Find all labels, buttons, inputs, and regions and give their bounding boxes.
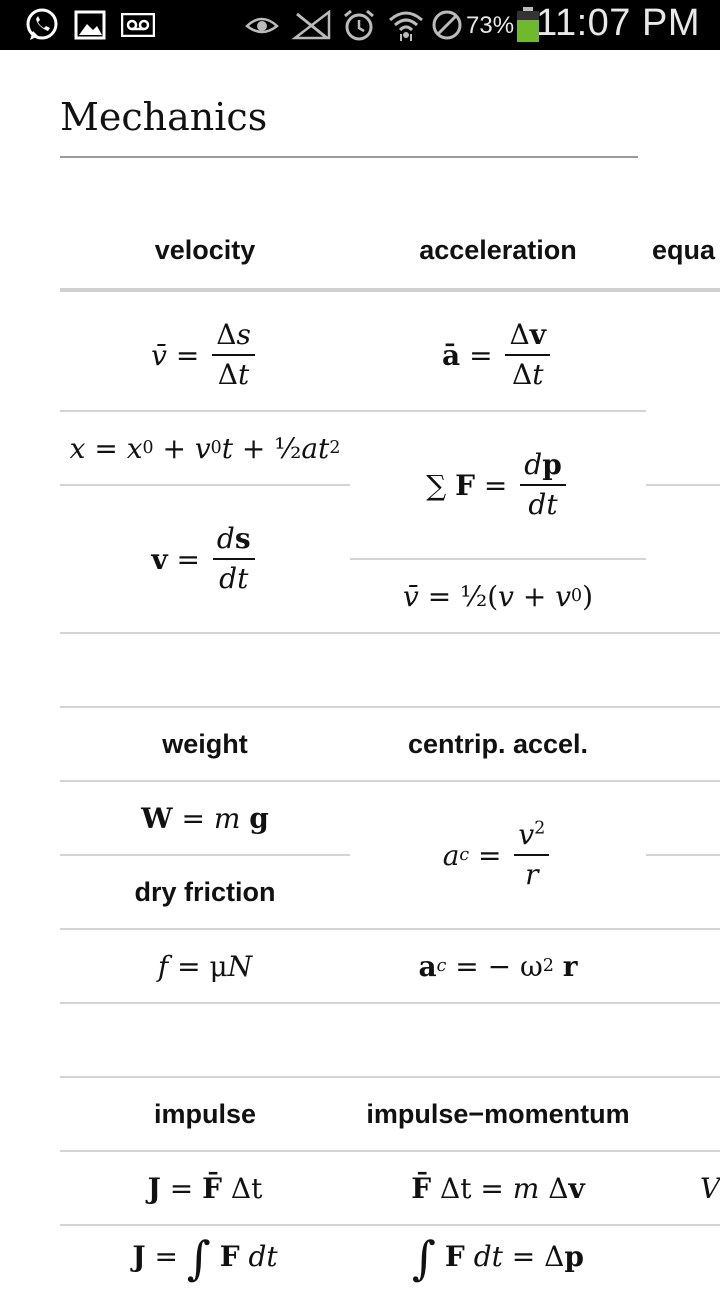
section-bottom-divider xyxy=(60,632,720,634)
header-equations-partial: equa xyxy=(652,234,716,265)
battery-percent: 73% xyxy=(466,12,515,39)
no-signal-icon xyxy=(290,8,334,42)
header-divider xyxy=(60,288,720,292)
page-title: Mechanics xyxy=(60,95,268,139)
row-divider xyxy=(646,484,720,486)
impulse-formula: J = F̄ Δt xyxy=(147,1171,263,1205)
impulse-integral-formula: J = ∫ F dt xyxy=(132,1231,278,1285)
voicemail-icon xyxy=(120,8,156,42)
blocked-icon xyxy=(430,8,464,42)
partial-formula-right: V xyxy=(700,1171,720,1205)
status-bar xyxy=(0,0,720,50)
section-bottom-divider xyxy=(60,1002,720,1004)
average-velocity-half-formula: v̄ = ½( v + v 0 ) xyxy=(402,579,594,613)
whatsapp-icon xyxy=(22,8,62,42)
header-weight: weight xyxy=(162,728,248,759)
centripetal-acceleration-formula: a c = $\frac{v^2}{r}$ xyxy=(350,782,646,928)
instantaneous-velocity-formula: v = $\frac{ds}{dt}$ xyxy=(60,486,350,632)
alarm-icon xyxy=(340,8,378,42)
status-time: 11:07 PM xyxy=(536,2,700,44)
title-divider xyxy=(60,156,638,158)
header-impulse-momentum: impulse−momentum xyxy=(366,1098,630,1129)
centripetal-vector-formula: a c = − ω 2 r xyxy=(418,949,578,983)
position-formula: x = x 0 + v 0 t + ½ at 2 xyxy=(69,431,341,465)
header-impulse: impulse xyxy=(153,1098,257,1129)
row-divider xyxy=(60,1224,720,1226)
weight-formula: W = m g xyxy=(141,801,269,835)
header-dry-friction: dry friction xyxy=(134,876,276,907)
avg-acceleration-formula: ā = $\frac{\Delta v}{\Delta t}$ xyxy=(350,300,646,410)
header-velocity: velocity xyxy=(154,234,256,265)
eye-icon xyxy=(244,8,280,42)
wifi-icon xyxy=(386,8,426,42)
header-acceleration: acceleration xyxy=(419,234,577,265)
gallery-icon xyxy=(72,8,108,42)
impulse-integral-momentum-formula: ∫ F dt = Δ p xyxy=(412,1231,584,1285)
net-force-formula: ∑ F = $\frac{dp}{dt}$ xyxy=(350,412,646,558)
avg-velocity-formula: v̄ = $\frac{\Delta s}{\Delta t}$ xyxy=(60,300,350,410)
header-centripetal-acceleration: centrip. accel. xyxy=(407,728,589,759)
friction-formula: f = μ N xyxy=(157,949,253,983)
impulse-momentum-formula: F̄ Δt = m Δ v xyxy=(411,1171,585,1205)
row-divider xyxy=(646,854,720,856)
